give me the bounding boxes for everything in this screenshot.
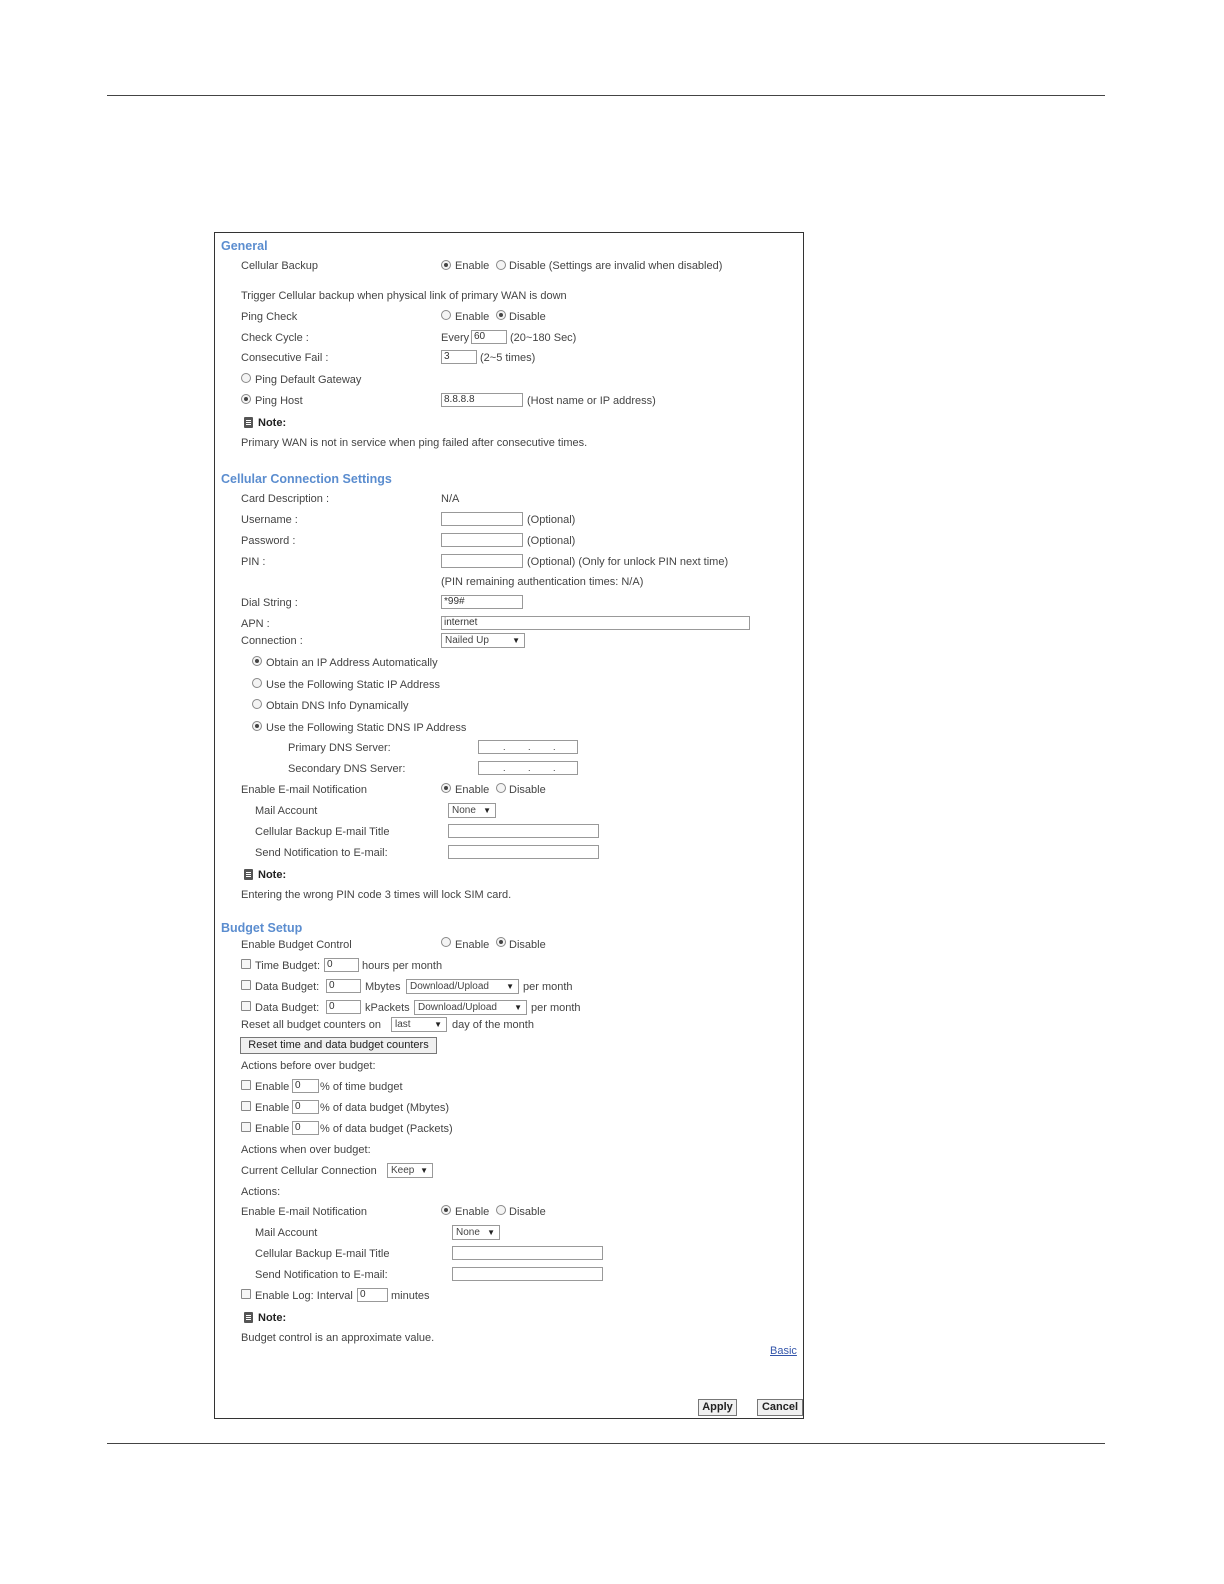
cancel-button[interactable]: Cancel bbox=[757, 1399, 803, 1416]
pct-data-mb-checkbox[interactable] bbox=[241, 1101, 251, 1111]
email-notification-disable-label: Disable bbox=[509, 784, 546, 796]
consecutive-fail-input[interactable]: 3 bbox=[441, 350, 477, 364]
send-to-input[interactable] bbox=[448, 845, 599, 859]
connection-select[interactable] bbox=[441, 633, 525, 648]
budget-email-disable-label: Disable bbox=[509, 1206, 546, 1218]
connection-select-value: Nailed Up bbox=[445, 635, 489, 646]
consecutive-fail-label: Consecutive Fail : bbox=[241, 352, 329, 364]
consecutive-fail-hint: (2~5 times) bbox=[480, 352, 536, 364]
reset-counters-button[interactable]: Reset time and data budget counters bbox=[240, 1037, 437, 1054]
check-cycle-label: Check Cycle : bbox=[241, 332, 309, 344]
budget-enable-label: Enable bbox=[455, 939, 490, 951]
time-budget-label: Time Budget: bbox=[255, 960, 321, 972]
section-title-cellular: Cellular Connection Settings bbox=[221, 472, 392, 486]
username-hint: (Optional) bbox=[527, 514, 576, 526]
password-hint: (Optional) bbox=[527, 535, 576, 547]
chevron-down-icon: ▼ bbox=[512, 636, 520, 645]
basic-link[interactable]: Basic bbox=[770, 1345, 797, 1357]
ping-check-disable-radio[interactable] bbox=[496, 310, 506, 320]
chevron-down-icon: ▼ bbox=[506, 982, 514, 991]
check-cycle-hint: (20~180 Sec) bbox=[510, 332, 577, 344]
data-budget-pkt-unit: kPackets bbox=[365, 1002, 410, 1014]
primary-dns-input[interactable]: . . . bbox=[478, 740, 578, 754]
budget-note-label: Note: bbox=[258, 1312, 287, 1324]
time-budget-input[interactable]: 0 bbox=[324, 958, 359, 972]
apn-input[interactable]: internet bbox=[441, 616, 750, 630]
ping-default-gateway-label: Ping Default Gateway bbox=[255, 374, 362, 386]
ping-check-enable-radio[interactable] bbox=[441, 310, 451, 320]
general-note-label: Note: bbox=[258, 417, 287, 429]
section-title-budget: Budget Setup bbox=[221, 921, 303, 935]
pin-label: PIN : bbox=[241, 556, 266, 568]
chevron-down-icon: ▼ bbox=[420, 1166, 428, 1175]
ping-check-enable-label: Enable bbox=[455, 311, 490, 323]
actions-when-label: Actions when over budget: bbox=[241, 1144, 371, 1156]
obtain-ip-radio[interactable] bbox=[252, 656, 262, 666]
primary-dns-label: Primary DNS Server: bbox=[288, 742, 391, 754]
email-notification-enable-label: Enable bbox=[455, 784, 490, 796]
pct-data-pkt-input[interactable]: 0 bbox=[292, 1121, 319, 1135]
reset-on-label: Reset all budget counters on bbox=[241, 1019, 382, 1031]
password-input[interactable] bbox=[441, 533, 523, 547]
data-budget-mb-input[interactable]: 0 bbox=[326, 979, 361, 993]
budget-send-to-input[interactable] bbox=[452, 1267, 603, 1281]
bottom-rule bbox=[107, 1443, 1105, 1444]
static-ip-radio[interactable] bbox=[252, 678, 262, 688]
card-description-value: N/A bbox=[441, 493, 460, 505]
enable-log-label: Enable Log: Interval bbox=[255, 1290, 353, 1302]
cellular-note-text: Entering the wrong PIN code 3 times will lock SIM card. bbox=[241, 889, 512, 901]
dial-string-label: Dial String : bbox=[241, 597, 298, 609]
current-connection-select[interactable] bbox=[387, 1163, 433, 1178]
pct-data-mb-enable-label: Enable bbox=[255, 1102, 290, 1114]
cellular-backup-enable-radio[interactable] bbox=[441, 260, 451, 270]
chevron-down-icon: ▼ bbox=[514, 1003, 522, 1012]
card-description-label: Card Description : bbox=[241, 493, 330, 505]
pct-data-pkt-checkbox[interactable] bbox=[241, 1122, 251, 1132]
check-cycle-input[interactable]: 60 bbox=[471, 330, 507, 344]
secondary-dns-input[interactable]: . . . bbox=[478, 761, 578, 775]
static-dns-radio[interactable] bbox=[252, 721, 262, 731]
mail-account-select[interactable] bbox=[448, 803, 496, 818]
section-title-general: General bbox=[221, 239, 268, 253]
pct-time-input[interactable]: 0 bbox=[292, 1079, 319, 1093]
data-budget-mb-per-month: per month bbox=[523, 981, 573, 993]
data-budget-pkt-direction-value: Download/Upload bbox=[418, 1002, 497, 1013]
budget-mail-account-select[interactable] bbox=[452, 1225, 500, 1240]
trigger-text: Trigger Cellular backup when physical link of primary WAN is down bbox=[241, 290, 567, 302]
secondary-dns-label: Secondary DNS Server: bbox=[288, 763, 406, 775]
budget-disable-label: Disable bbox=[509, 939, 546, 951]
pin-input[interactable] bbox=[441, 554, 523, 568]
obtain-ip-label: Obtain an IP Address Automatically bbox=[266, 657, 438, 669]
budget-disable-radio[interactable] bbox=[496, 937, 506, 947]
email-notification-enable-radio[interactable] bbox=[441, 783, 451, 793]
budget-email-enable-radio[interactable] bbox=[441, 1205, 451, 1215]
pct-time-label: % of time budget bbox=[320, 1081, 403, 1093]
chevron-down-icon: ▼ bbox=[483, 806, 491, 815]
budget-send-to-label: Send Notification to E-mail: bbox=[255, 1269, 388, 1281]
pct-data-pkt-enable-label: Enable bbox=[255, 1123, 290, 1135]
email-notification-label: Enable E-mail Notification bbox=[241, 784, 367, 796]
send-to-label: Send Notification to E-mail: bbox=[255, 847, 388, 859]
apn-label: APN : bbox=[241, 618, 270, 630]
cellular-backup-disable-radio[interactable] bbox=[496, 260, 506, 270]
cellular-backup-disable-label: Disable (Settings are invalid when disabled) bbox=[509, 260, 723, 272]
username-input[interactable] bbox=[441, 512, 523, 526]
cellular-backup-label: Cellular Backup bbox=[241, 260, 319, 272]
email-notification-disable-radio[interactable] bbox=[496, 783, 506, 793]
data-budget-mb-direction-select[interactable] bbox=[406, 979, 519, 994]
ping-check-disable-label: Disable bbox=[509, 311, 546, 323]
cellular-backup-panel bbox=[214, 232, 804, 1419]
email-title-input[interactable] bbox=[448, 824, 599, 838]
ping-default-gateway-radio[interactable] bbox=[241, 373, 251, 383]
check-cycle-every: Every bbox=[441, 332, 470, 344]
static-ip-label: Use the Following Static IP Address bbox=[266, 679, 441, 691]
reset-day-select[interactable] bbox=[391, 1017, 447, 1032]
reset-day-select-value: last bbox=[395, 1019, 411, 1030]
obtain-dns-radio[interactable] bbox=[252, 699, 262, 709]
pin-remaining: (PIN remaining authentication times: N/A) bbox=[441, 576, 644, 588]
pct-data-mb-input[interactable]: 0 bbox=[292, 1100, 319, 1114]
data-budget-mb-label: Data Budget: bbox=[255, 981, 320, 993]
budget-email-notification-label: Enable E-mail Notification bbox=[241, 1206, 367, 1218]
budget-mail-account-label: Mail Account bbox=[255, 1227, 318, 1239]
budget-note-text: Budget control is an approximate value. bbox=[241, 1332, 435, 1344]
budget-email-disable-radio[interactable] bbox=[496, 1205, 506, 1215]
time-budget-checkbox[interactable] bbox=[241, 959, 251, 969]
cellular-backup-enable-label: Enable bbox=[455, 260, 490, 272]
data-budget-mb-unit: Mbytes bbox=[365, 981, 401, 993]
log-interval-input[interactable]: 0 bbox=[357, 1288, 388, 1302]
mail-account-label: Mail Account bbox=[255, 805, 318, 817]
enable-log-checkbox[interactable] bbox=[241, 1289, 251, 1299]
budget-email-title-input[interactable] bbox=[452, 1246, 603, 1260]
dial-string-input[interactable]: *99# bbox=[441, 595, 523, 609]
budget-mail-account-select-value: None bbox=[456, 1227, 480, 1238]
time-budget-unit: hours per month bbox=[362, 960, 443, 972]
note-icon bbox=[244, 869, 253, 880]
email-title-label: Cellular Backup E-mail Title bbox=[255, 826, 390, 838]
pct-data-mb-label: % of data budget (Mbytes) bbox=[320, 1102, 450, 1114]
pin-hint: (Optional) (Only for unlock PIN next time) bbox=[527, 556, 729, 568]
note-icon bbox=[244, 1312, 253, 1323]
budget-email-title-label: Cellular Backup E-mail Title bbox=[255, 1248, 390, 1260]
pct-time-enable-label: Enable bbox=[255, 1081, 290, 1093]
actions-label: Actions: bbox=[241, 1186, 281, 1198]
chevron-down-icon: ▼ bbox=[434, 1020, 442, 1029]
actions-before-label: Actions before over budget: bbox=[241, 1060, 376, 1072]
data-budget-mb-direction-value: Download/Upload bbox=[410, 981, 489, 992]
obtain-dns-label: Obtain DNS Info Dynamically bbox=[266, 700, 409, 712]
apply-button[interactable]: Apply bbox=[698, 1399, 737, 1416]
pct-data-pkt-label: % of data budget (Packets) bbox=[320, 1123, 453, 1135]
ping-host-label: Ping Host bbox=[255, 395, 303, 407]
reset-day-suffix: day of the month bbox=[452, 1019, 534, 1031]
cellular-note-label: Note: bbox=[258, 869, 287, 881]
data-budget-pkt-direction-select[interactable] bbox=[414, 1000, 527, 1015]
password-label: Password : bbox=[241, 535, 296, 547]
static-dns-label: Use the Following Static DNS IP Address bbox=[266, 722, 467, 734]
data-budget-pkt-label: Data Budget: bbox=[255, 1002, 320, 1014]
enable-budget-label: Enable Budget Control bbox=[241, 939, 352, 951]
ping-host-radio[interactable] bbox=[241, 394, 251, 404]
data-budget-mb-checkbox[interactable] bbox=[241, 980, 251, 990]
pct-time-checkbox[interactable] bbox=[241, 1080, 251, 1090]
budget-email-enable-label: Enable bbox=[455, 1206, 490, 1218]
log-interval-unit: minutes bbox=[391, 1290, 430, 1302]
budget-enable-radio[interactable] bbox=[441, 937, 451, 947]
connection-label: Connection : bbox=[241, 635, 303, 647]
username-label: Username : bbox=[241, 514, 298, 526]
chevron-down-icon: ▼ bbox=[487, 1228, 495, 1237]
note-icon bbox=[244, 417, 253, 428]
data-budget-pkt-checkbox[interactable] bbox=[241, 1001, 251, 1011]
ping-host-hint: (Host name or IP address) bbox=[527, 395, 656, 407]
current-connection-label: Current Cellular Connection bbox=[241, 1165, 377, 1177]
mail-account-select-value: None bbox=[452, 805, 476, 816]
ping-host-input[interactable]: 8.8.8.8 bbox=[441, 393, 523, 407]
general-note-text: Primary WAN is not in service when ping failed after consecutive times. bbox=[241, 437, 588, 449]
current-connection-select-value: Keep bbox=[391, 1165, 415, 1176]
ping-check-label: Ping Check bbox=[241, 311, 298, 323]
data-budget-pkt-input[interactable]: 0 bbox=[326, 1000, 361, 1014]
data-budget-pkt-per-month: per month bbox=[531, 1002, 581, 1014]
top-rule bbox=[107, 95, 1105, 96]
